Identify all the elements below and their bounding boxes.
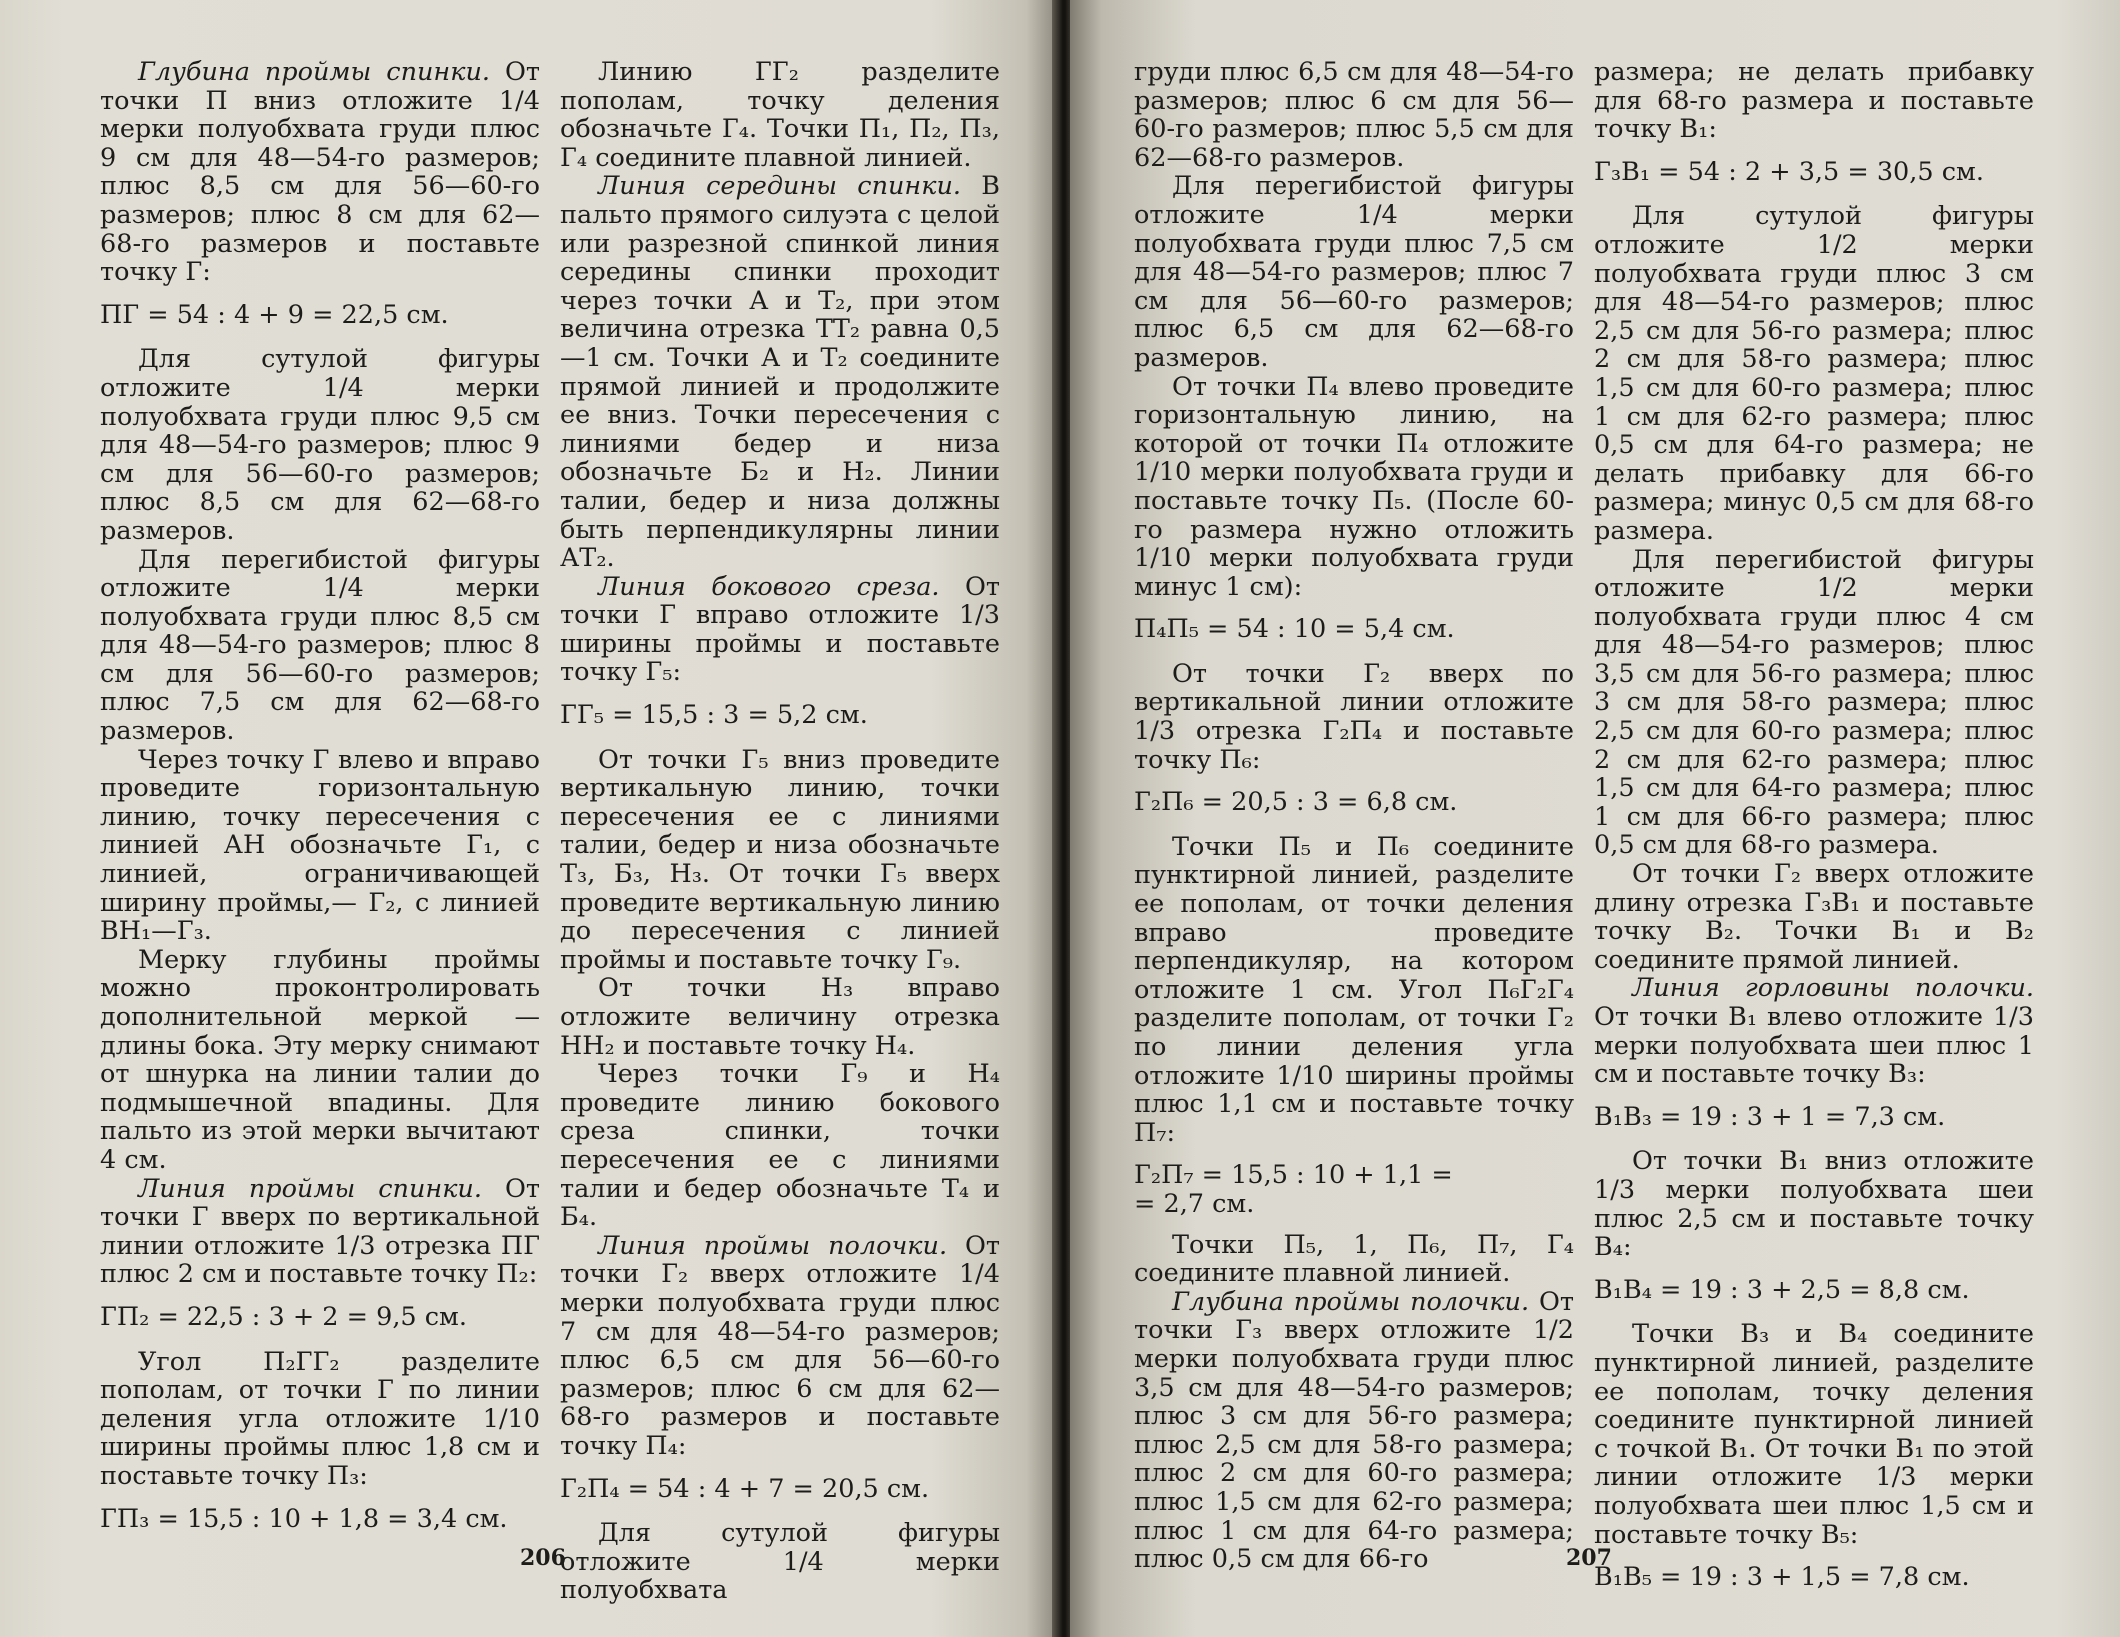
formula: Г₃В₁ = 54 : 2 + 3,5 = 30,5 см.	[1594, 156, 1984, 187]
paragraph: Через точку Г влево и вправо проведите горизонтальную линию, точку пересечения с линией АН обозначьте Г₁, с линией, ограничивающей ширину проймы,— Г₂, с линией ВН₁—Г₃.	[100, 744, 540, 947]
formula: Г₂П₇ = 15,5 : 10 + 1,1 = = 2,7 см.	[1134, 1160, 1453, 1219]
paragraph-text: От точки Г₂ вверх отложите 1/4 мерки полуобхвата груди плюс 7 см для 48—54-го размеров; плюс 6,5 см для 56—60-го размеров; плюс 6 см для 62—68-го размеров и поставьте точку П₄:	[560, 1230, 1000, 1461]
paragraph: Для перегибистой фигуры отложите 1/2 мерки полуобхвата груди плюс 4 см для 48—54-го размеров; плюс 3,5 см для 56-го размера; плюс 3 см для 58-го размера; плюс 2,5 см для 60-го размера; плюс 2 см для 62-го размера; плюс 1,5 см для 64-го размера; плюс 1 см для 66-го размера; плюс 0,5 см для 68-го размера.	[1594, 544, 2034, 861]
paragraph: Точки В₃ и В₄ соедините пунктирной линией, разделите ее пополам, точку деления соедините пунктирной линией с точкой В₁. От точки В₁ по этой линии отложите 1/3 мерки полуобхвата шеи плюс 1,5 см и поставьте точку В₅:	[1594, 1319, 2034, 1550]
section-heading: Линия бокового среза.	[598, 571, 940, 602]
formula: В₁В₅ = 19 : 3 + 1,5 = 7,8 см.	[1594, 1562, 1970, 1593]
formula: Г₂П₆ = 20,5 : 3 = 6,8 см.	[1134, 787, 1458, 818]
formula: П₄П₅ = 54 : 10 = 5,4 см.	[1134, 614, 1455, 645]
paragraph: размера; не делать прибавку для 68-го размера и поставьте точку В₁:	[1594, 57, 2034, 145]
column-3	[1134, 58, 1574, 1574]
paragraph: От точки В₁ вниз отложите 1/3 мерки полуобхвата шеи плюс 2,5 см и поставьте точку В₄:	[1594, 1146, 2034, 1263]
paragraph	[560, 573, 1000, 687]
column-4	[1594, 58, 2034, 1608]
paragraph-text: В пальто прямого силуэта с целой или разрезной спинкой линия середины спинки проходит через точки А и Т₂, при этом величина отрезка ТТ₂ равна 0,5—1 см. Точки А и Т₂ соедините прямой линией и продолжите ее вниз. Точки пересечения с линиями бедер и низа обозначьте Б₂ и Н₂. Линии талии, бедер и низа должны быть перпендикулярны линии АТ₂.	[560, 171, 1000, 574]
paragraph: Точки П₅ и П₆ соедините пунктирной линией, разделите ее пополам, от точки деления вправо проведите перпендикуляр, на котором отложите 1 см. Угол П₆Г₂Г₄ разделите пополам, от точки Г₂ по линии деления угла отложите 1/10 ширины проймы плюс 1,1 см и поставьте точку П₇:	[1134, 831, 1574, 1148]
paragraph-text: От точки В₁ влево отложите 1/3 мерки полуобхвата шеи плюс 1 см и поставьте точку В₃:	[1594, 1002, 2034, 1090]
paragraph-text: От точки Г вверх по вертикальной линии отложите 1/3 отрезка ПГ плюс 2 см и поставьте точку П₂:	[100, 1173, 540, 1290]
paragraph	[1134, 1288, 1574, 1574]
paragraph: От точки Г₅ вниз проведите вертикальную линию, точки пересечения ее с линиями талии, бедер и низа обозначьте Т₃, Б₃, Н₃. От точки Г₅ вверх проведите вертикальную линию до пересечения с линией проймы и поставьте точку Г₉.	[560, 744, 1000, 975]
paragraph	[100, 1175, 540, 1289]
paragraph: От точки Н₃ вправо отложите величину отрезка НН₂ и поставьте точку Н₄.	[560, 973, 1000, 1061]
paragraph-text: От точки П вниз отложите 1/4 мерки полуобхвата груди плюс 9 см для 48—54-го размеров; плюс 8,5 см для 56—60-го размеров; плюс 8 см для 62—68-го размеров и поставьте точку Г:	[100, 57, 540, 288]
paragraph-text: От точки Г₃ вверх отложите 1/2 мерки полуобхвата груди плюс 3,5 см для 48—54-го размеров; плюс 3 см для 56-го размера; плюс 2,5 см для 58-го размера; плюс 2 см для 60-го размера; плюс 1,5 см для 62-го размера; плюс 1 см для 64-го размера; плюс 0,5 см для 66-го	[1134, 1286, 1574, 1575]
paragraph: Для перегибистой фигуры отложите 1/4 мерки полуобхвата груди плюс 8,5 см для 48—54-го размеров; плюс 8 см для 56—60-го размеров; плюс 7,5 см для 62—68-го размеров.	[100, 544, 540, 747]
formula: ГП₂ = 22,5 : 3 + 2 = 9,5 см.	[100, 1301, 467, 1332]
paragraph: От точки П₄ влево проведите горизонтальную линию, на которой от точки П₄ отложите 1/10 мерки полуобхвата груди и поставьте точку П₅. (После 60-го размера нужно отложить 1/10 мерки полуобхвата груди минус 1 см):	[1134, 371, 1574, 602]
formula: Г₂П₄ = 54 : 4 + 7 = 20,5 см.	[560, 1473, 930, 1504]
paragraph: груди плюс 6,5 см для 48—54-го размеров; плюс 6 см для 56—60-го размеров; плюс 5,5 см для 62—68-го размеров.	[1134, 57, 1574, 173]
formula: ГГ₅ = 15,5 : 3 = 5,2 см.	[560, 700, 868, 731]
formula: ПГ = 54 : 4 + 9 = 22,5 см.	[100, 299, 449, 330]
page-number: 207	[1566, 1545, 1612, 1571]
section-heading: Линия проймы полочки.	[598, 1230, 948, 1261]
paragraph: Для сутулой фигуры отложите 1/4 мерки полуобхвата	[560, 1518, 1000, 1606]
page-right	[1070, 0, 2120, 1637]
page-number: 206	[520, 1545, 566, 1571]
section-heading: Линия проймы спинки.	[138, 1173, 482, 1204]
paragraph: Точки П₅, 1, П₆, П₇, Г₄ соедините плавной линией.	[1134, 1229, 1574, 1289]
paragraph: Для сутулой фигуры отложите 1/2 мерки полуобхвата груди плюс 3 см для 48—54-го размеров; плюс 2,5 см для 56-го размера; плюс 2 см для 58-го размера; плюс 1,5 см для 60-го размера; плюс 1 см для 62-го размера; плюс 0,5 см для 64-го размера; не делать прибавку для 66-го размера; минус 0,5 см для 68-го размера.	[1594, 201, 2034, 546]
paragraph: От точки Г₂ вверх отложите длину отрезка Г₃В₁ и поставьте точку В₂. Точки В₁ и В₂ соедините прямой линией.	[1594, 859, 2034, 975]
section-heading: Линия середины спинки.	[598, 171, 961, 202]
paragraph: Через точки Г₉ и Н₄ проведите линию бокового среза спинки, точки пересечения ее с линиями талии и бедер обозначьте Т₄ и Б₄.	[560, 1059, 1000, 1233]
paragraph	[560, 1232, 1000, 1461]
section-heading: Линия горловины полочки.	[1632, 973, 2034, 1004]
column-2	[560, 58, 1000, 1605]
paragraph: Линию ГГ₂ разделите пополам, точку деления обозначьте Г₄. Точки П₁, П₂, П₃, Г₄ соедините плавной линией.	[560, 57, 1000, 173]
paragraph	[100, 58, 540, 287]
formula: ГП₃ = 15,5 : 10 + 1,8 = 3,4 см.	[100, 1503, 508, 1534]
column-1	[100, 58, 540, 1549]
paragraph-text: От точки Г вправо отложите 1/3 ширины проймы и поставьте точку Г₅:	[560, 571, 1001, 688]
section-heading: Глубина проймы полочки.	[1172, 1286, 1530, 1317]
paragraph	[560, 172, 1000, 572]
formula: В₁В₃ = 19 : 3 + 1 = 7,3 см.	[1594, 1101, 1946, 1132]
paragraph: Для перегибистой фигуры отложите 1/4 мерки полуобхвата груди плюс 7,5 см для 48—54-го размеров; плюс 7 см для 56—60-го размеров; плюс 6,5 см для 62—68-го размеров.	[1134, 171, 1574, 373]
paragraph: Для сутулой фигуры отложите 1/4 мерки полуобхвата груди плюс 9,5 см для 48—54-го размеров; плюс 9 см для 56—60-го размеров; плюс 8,5 см для 62—68-го размеров.	[100, 344, 540, 546]
page-left	[0, 0, 1058, 1637]
paragraph: Мерку глубины проймы можно проконтролировать дополнительной меркой — длины бока. Эту мерку снимают от шнурка на линии талии до подмышечной впадины. Для пальто из этой мерки вычитают 4 см.	[100, 944, 540, 1175]
formula: В₁В₄ = 19 : 3 + 2,5 = 8,8 см.	[1594, 1274, 1970, 1305]
paragraph: От точки Г₂ вверх по вертикальной линии отложите 1/3 отрезка Г₂П₄ и поставьте точку П₆:	[1134, 658, 1574, 775]
section-heading: Глубина проймы спинки.	[138, 57, 490, 87]
paragraph: Угол П₂ГГ₂ разделите пополам, от точки Г по линии деления угла отложите 1/10 ширины проймы плюс 1,8 см и поставьте точку П₃:	[100, 1346, 540, 1491]
paragraph	[1594, 974, 2034, 1088]
